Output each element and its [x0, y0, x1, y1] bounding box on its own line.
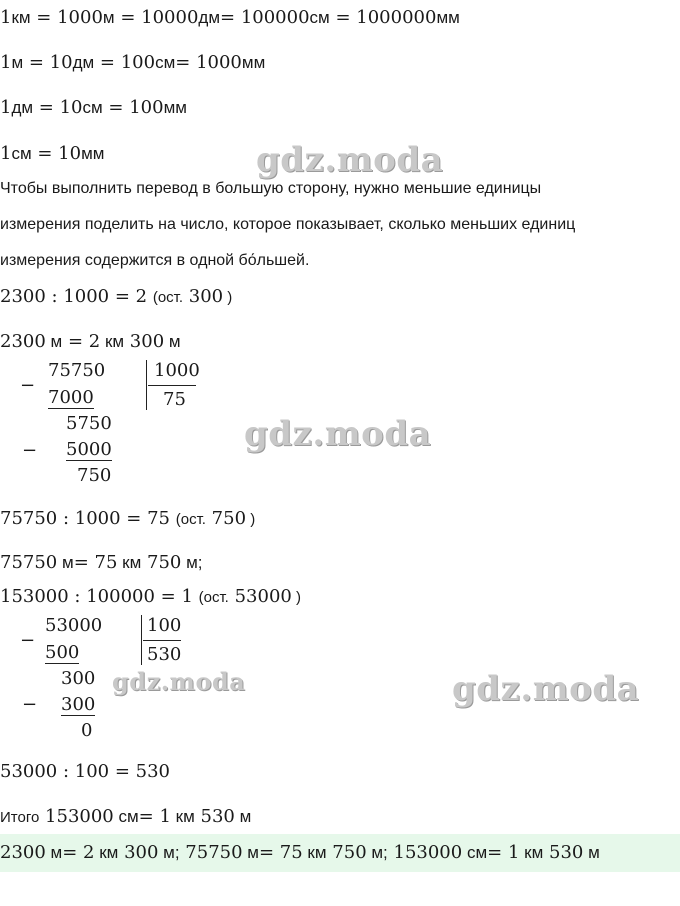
equation-expression: 75750 : 1000 = 75 [0, 508, 176, 529]
unit: м; [181, 553, 203, 572]
unit: м [234, 807, 252, 826]
division-bar-vertical [141, 615, 142, 665]
value: 75750 [0, 552, 58, 573]
value: 2300 [0, 331, 46, 352]
unit: км [302, 843, 327, 862]
division-equation-75750 [0, 510, 255, 528]
dm-unit: дм [72, 53, 95, 72]
unit: см [462, 843, 488, 862]
quotient: 75 [163, 389, 186, 410]
unit: км [170, 807, 195, 826]
mm-unit: мм [436, 8, 460, 27]
watermark-2: gdz.moda [244, 414, 432, 454]
close-paren: ) [246, 511, 256, 528]
value: 300 [124, 331, 165, 352]
km-value: 1 [0, 7, 12, 28]
minus-sign: − [22, 440, 38, 461]
mm-unit: мм [81, 144, 105, 163]
subtrahend: 500 [45, 642, 80, 663]
final-answer [0, 844, 600, 862]
remainder-value: 300 [183, 286, 224, 307]
unit: км [94, 843, 119, 862]
unit: м; [158, 843, 180, 862]
m-unit: м [102, 8, 115, 27]
unit: м; [366, 843, 388, 862]
remainder-label: (ост. [175, 511, 206, 528]
division-equation-153000 [0, 588, 301, 606]
mm-unit: мм [163, 98, 187, 117]
cm-unit: см [309, 8, 330, 27]
km-unit: км [11, 8, 31, 27]
unit: м [45, 332, 63, 351]
cm-value: = 100000 [220, 7, 310, 28]
remainder: 5750 [66, 413, 112, 434]
mm-value: = 1000000 [329, 7, 437, 28]
value: = 1 [138, 806, 171, 827]
result-75750 [0, 554, 202, 572]
value: = 75 [258, 842, 303, 863]
mm-unit: мм [241, 53, 266, 72]
total-label: Итого [0, 809, 40, 826]
value: = 1 [487, 842, 520, 863]
conversion-m [0, 54, 265, 72]
remainder-label: (ост. [198, 589, 229, 606]
divisor: 100 [147, 615, 182, 636]
subtrahend: 7000 [48, 387, 94, 408]
value: 2300 [0, 842, 46, 863]
rule-text-line-3: измерения содержится в одной бо́льшей. [0, 252, 310, 269]
subtrahend: 300 [61, 694, 96, 715]
remainder: 0 [81, 720, 93, 741]
division-equation-53000 [0, 763, 170, 781]
subtrahend: 5000 [66, 439, 112, 460]
division-bar-horizontal [148, 385, 196, 386]
unit: км [519, 843, 544, 862]
m-value: 1 [0, 52, 12, 73]
unit: м [57, 553, 74, 572]
rule-text-line-1: Чтобы выполнить перевод в большую сторону, нужно меньшие единицы [0, 180, 542, 197]
unit: км [100, 332, 125, 351]
unit: м [583, 843, 600, 862]
watermark-1: gdz.moda [256, 140, 444, 180]
dm-value: = 10 [23, 52, 73, 73]
close-paren: ) [223, 289, 233, 306]
value: 530 [194, 806, 235, 827]
remainder: 750 [77, 465, 112, 486]
quotient: 530 [147, 644, 182, 665]
dividend: 53000 [45, 615, 103, 636]
conversion-dm [0, 99, 187, 117]
total-153000 [0, 808, 251, 826]
division-equation-2300 [0, 288, 232, 306]
close-paren: ) [291, 589, 302, 606]
cm-unit: см [11, 144, 32, 163]
value: 750 [141, 552, 182, 573]
unit: см [113, 807, 139, 826]
result-2300 [0, 333, 181, 351]
divisor: 1000 [154, 360, 200, 381]
watermark-4: gdz.moda [452, 669, 640, 709]
unit: м [242, 843, 259, 862]
equation-expression: 53000 : 100 = 530 [0, 761, 171, 782]
rule-text-line-2: измерения поделить на число, которое показывает, сколько меньших единиц [0, 216, 576, 233]
mm-value: = 100 [102, 97, 164, 118]
value: 530 [543, 842, 584, 863]
value: = 75 [73, 552, 118, 573]
mm-value: = 1000 [175, 52, 242, 73]
equation-expression: 153000 : 100000 = 1 [0, 586, 199, 607]
dm-unit: дм [198, 8, 221, 27]
remainder-value: 750 [205, 508, 247, 529]
minus-sign: − [20, 375, 36, 396]
value: = 2 [62, 842, 95, 863]
cm-unit: см [82, 98, 103, 117]
conversion-km [0, 9, 460, 27]
unit: км [117, 553, 142, 572]
cm-unit: см [155, 53, 176, 72]
value: 750 [326, 842, 367, 863]
remainder-value: 53000 [228, 586, 292, 607]
division-bar-vertical [146, 360, 147, 410]
minus-sign: − [20, 630, 36, 651]
dm-value: 1 [0, 97, 12, 118]
dm-unit: дм [11, 98, 34, 117]
dividend: 75750 [48, 360, 106, 381]
remainder-label: (ост. [152, 289, 184, 306]
value: 153000 [39, 806, 114, 827]
remainder: 300 [61, 668, 96, 689]
unit: м [164, 332, 181, 351]
value: 300 [118, 842, 159, 863]
unit: м [45, 843, 63, 862]
m-value: = 1000 [30, 7, 103, 28]
division-bar-horizontal [143, 640, 181, 641]
m-unit: м [11, 53, 24, 72]
conversion-cm [0, 145, 104, 163]
cm-value: 1 [0, 143, 12, 164]
cm-value: = 10 [33, 97, 83, 118]
minus-sign: − [22, 694, 38, 715]
dm-value: = 10000 [114, 7, 199, 28]
value: 153000 [387, 842, 463, 863]
cm-value: = 100 [94, 52, 156, 73]
value: 75750 [179, 842, 243, 863]
equation-expression: 2300 : 1000 = 2 [0, 286, 153, 307]
mm-value: = 10 [31, 143, 82, 164]
value: = 2 [62, 331, 101, 352]
watermark-3: gdz.moda [112, 667, 246, 696]
